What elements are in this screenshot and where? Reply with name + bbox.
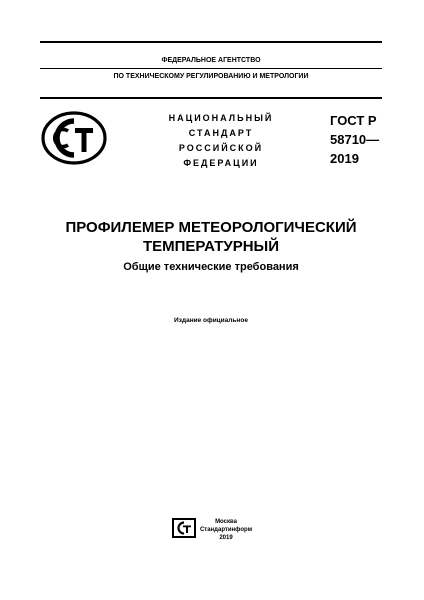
document-subtitle: Общие технические требования	[123, 261, 299, 273]
agency-line-1: ФЕДЕРАЛЬНОЕ АГЕНТСТВО	[161, 57, 261, 64]
agency-rule	[40, 68, 382, 69]
gost-line-1: ГОСТ Р	[330, 113, 377, 128]
edition-label: Издание официальное	[174, 317, 248, 324]
agency-line-2: ПО ТЕХНИЧЕСКОМУ РЕГУЛИРОВАНИЮ И МЕТРОЛОГИИ	[113, 73, 309, 80]
publisher-year: 2019	[219, 535, 233, 541]
publisher-name: Стандартинформ	[199, 527, 253, 533]
publisher-city: Москва	[215, 519, 237, 525]
title-line-1: ПРОФИЛЕМЕР МЕТЕОРОЛОГИЧЕСКИЙ	[65, 219, 357, 236]
national-line-3: РОССИЙСКОЙ	[178, 143, 264, 153]
gost-number	[330, 111, 379, 168]
title-line-2: ТЕМПЕРАТУРНЫЙ	[142, 238, 280, 255]
gost-emblem-icon	[40, 110, 108, 166]
gost-line-2: 58710—	[330, 132, 380, 147]
top-rule	[40, 41, 382, 43]
national-line-2: СТАНДАРТ	[188, 128, 254, 138]
document-title	[40, 218, 382, 256]
publisher-info	[198, 518, 254, 542]
header-rule	[40, 97, 382, 99]
national-line-4: ФЕДЕРАЦИИ	[183, 158, 259, 168]
national-line-1: НАЦИОНАЛЬНЫЙ	[168, 113, 274, 123]
standartinform-logo-icon	[172, 518, 196, 538]
national-standard-label	[160, 111, 282, 171]
gost-line-3: 2019	[330, 151, 359, 166]
